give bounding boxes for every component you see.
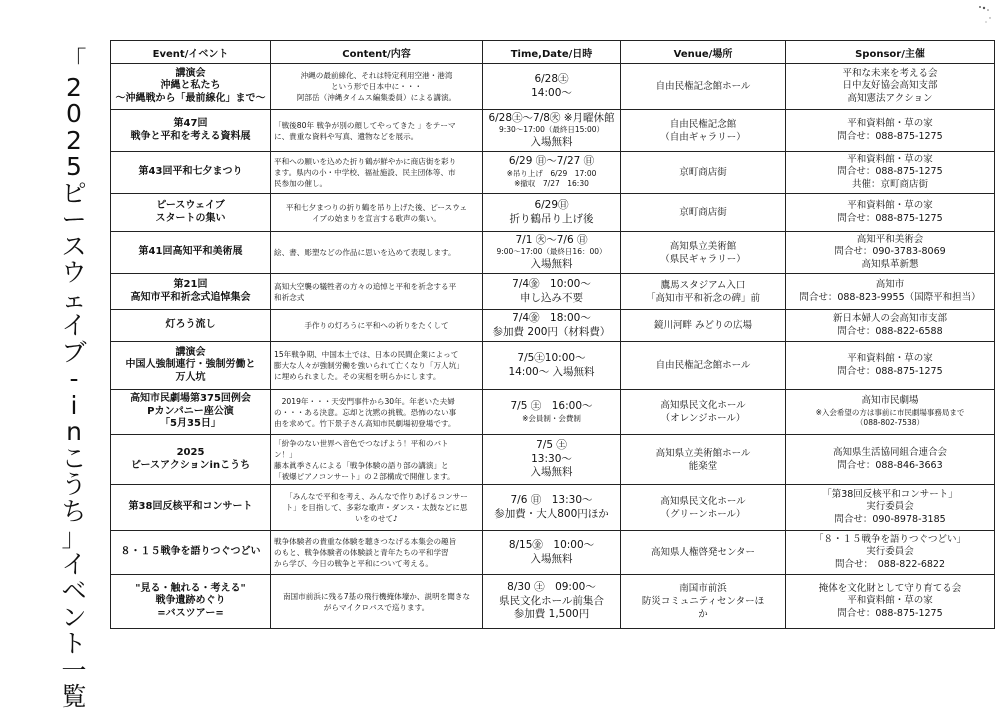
sponsor-cell-line: 高知県生活協同組合連合会 — [832, 447, 947, 458]
sponsor-cell — [786, 531, 995, 575]
time-date-cell-line: 9:00～17:00（最終日16：00） — [496, 247, 607, 257]
title-char: ト — [61, 629, 87, 658]
table-row — [111, 152, 995, 194]
table-row — [111, 310, 995, 342]
header-venue: Venue/場所 — [621, 41, 786, 64]
sponsor-cell — [786, 110, 995, 152]
event-cell — [111, 152, 271, 194]
sponsor-cell — [786, 274, 995, 310]
sponsor-cell-line: 問合せ：088-846-3663 — [837, 459, 943, 471]
time-date-cell — [483, 435, 621, 485]
event-cell-line: 2025 — [176, 447, 205, 458]
time-date-cell — [483, 152, 621, 194]
venue-cell-line: 南国市前浜 — [679, 583, 727, 594]
sponsor-cell-line: 平和資料館・草の家 — [847, 153, 933, 165]
time-date-cell-line: 7/4㊎ 18:00～ — [512, 312, 591, 324]
sponsor-cell-line: 問合せ：088-875-1275 — [837, 365, 943, 377]
content-cell-line: 絵、書、彫塑などの作品に思いを込めて表現します。 — [274, 248, 456, 257]
content-cell — [271, 274, 483, 310]
sponsor-cell-line: 実行委員会 — [866, 501, 914, 513]
event-cell-line: 第21回 — [173, 279, 208, 290]
event-cell — [111, 110, 271, 152]
sponsor-cell-line: 平和資料館・草の家 — [847, 200, 933, 211]
header-event: Event/イベント — [111, 41, 271, 64]
title-char: ー — [61, 205, 87, 234]
content-cell-line: がらマイクロバスで巡ります。 — [323, 602, 430, 612]
sponsor-cell — [786, 152, 995, 194]
sponsor-cell — [786, 310, 995, 342]
sponsor-cell-line: 問合せ：088-875-1275 — [837, 607, 943, 619]
content-cell-line: に、貴重な資料や写真、遺物などを展示。 — [274, 131, 419, 141]
content-cell-line: イブの始まりを宣言する歌声の集い。 — [312, 213, 441, 223]
venue-cell — [621, 194, 786, 232]
title-char: ピ — [61, 178, 87, 208]
time-date-cell — [483, 310, 621, 342]
time-date-cell-line: 入場無料 — [530, 135, 573, 148]
content-cell — [271, 435, 483, 485]
sponsor-cell-line: 問合せ：090-8978-3185 — [834, 513, 946, 525]
sponsor-cell-line: 新日本婦人の会高知市支部 — [832, 313, 947, 324]
time-date-cell-line: 14:00～ 入場無料 — [508, 365, 595, 378]
content-cell-line: 平和への願いを込めた折り鶴が鮮やかに商店街を彩り — [274, 157, 457, 166]
content-cell-line: 高知大空襲の犠牲者の方々の追悼と平和を祈念する平 — [274, 281, 457, 291]
event-cell-line: 万人坑 — [175, 371, 206, 383]
venue-cell-line: 京町商店街 — [679, 207, 727, 218]
sponsor-cell-line: 問合せ：090-3783-8069 — [834, 246, 946, 258]
time-date-cell — [483, 110, 621, 152]
sponsor-cell-line: 高知県革新懇 — [861, 258, 919, 270]
content-cell-line: 膨大な人々が強制労働を強いられて亡くなり「万人坑」 — [274, 361, 464, 370]
venue-cell — [621, 152, 786, 194]
event-cell-line: 戦争と平和を考える資料展 — [130, 130, 251, 142]
event-cell-line: 「5月35日」 — [160, 418, 221, 430]
title-char: 一 — [61, 655, 87, 685]
sponsor-cell-line: 高知憲法アクション — [847, 92, 933, 104]
content-cell-line: の・・・ある決意。忘却と沈黙の挑戦。恐怖のない事 — [274, 407, 457, 417]
event-cell-line: 第47回 — [173, 118, 208, 129]
sponsor-cell-line: 高知市 — [875, 279, 905, 290]
content-cell-line: 南国市前浜に残る7基の飛行機掩体壕か、説明を聞きな — [282, 591, 471, 601]
content-cell-line: 藤本眞季さんによる「戦争体験の語り部の講演」と — [274, 460, 449, 470]
sponsor-cell-line: 「第38回反核平和コンサート」 — [822, 488, 958, 500]
content-cell-line: 沖縄の最前線化、それは特定利用空港・港湾 — [300, 71, 453, 80]
content-cell-line: ト」を目指して、多彩な歌声・ダンス・太鼓などに思 — [285, 503, 468, 512]
event-cell-line: 灯ろう流し — [165, 319, 216, 331]
time-date-cell — [483, 232, 621, 274]
event-cell-line: "見る・触れる・考える" — [135, 582, 246, 594]
table-row — [111, 110, 995, 152]
sponsor-cell-line: 問合せ：088-875-1275 — [837, 212, 943, 224]
venue-cell-line: （グリーンホール） — [660, 508, 746, 520]
time-date-cell-line: 8/15㊎ 10:00～ — [508, 539, 595, 551]
event-cell-line: ピースアクションinこうち — [130, 459, 251, 471]
venue-cell — [621, 390, 786, 435]
sponsor-cell — [786, 64, 995, 110]
venue-cell-line: （オレンジホール） — [660, 413, 746, 424]
venue-cell-line: 高知県民文化ホール — [660, 400, 746, 411]
venue-cell — [621, 342, 786, 390]
title-char: i — [70, 390, 78, 420]
venue-cell — [621, 64, 786, 110]
header-time-date: Time,Date/日時 — [483, 41, 621, 64]
sponsor-cell-line: 平和資料館・草の家 — [847, 353, 933, 364]
time-date-cell-line: ※吊り上げ 6/29 17:00 — [506, 168, 597, 178]
sponsor-cell — [786, 342, 995, 390]
event-cell — [111, 194, 271, 232]
event-cell — [111, 485, 271, 531]
event-cell-line: 第43回平和七夕まつり — [138, 166, 243, 178]
event-cell-line: =バスツアー= — [157, 607, 224, 619]
header-content: Content/内容 — [271, 41, 483, 64]
sponsor-cell-line: 実行委員会 — [866, 546, 914, 558]
time-date-cell-line: 申し込み不要 — [520, 291, 583, 304]
table-row — [111, 575, 995, 629]
venue-cell-line: 自由民権記念館 — [669, 118, 737, 130]
sponsor-cell — [786, 575, 995, 629]
time-date-cell — [483, 390, 621, 435]
table-header-row — [111, 41, 995, 64]
sponsor-cell-line: 問合せ：088-823-9955（国際平和担当） — [799, 291, 981, 303]
event-cell-line: ～沖縄戦から「最前線化」まで～ — [115, 92, 266, 104]
title-char: こ — [61, 443, 87, 473]
event-schedule-table — [110, 40, 995, 629]
table-row — [111, 390, 995, 435]
sponsor-cell-line: ※入会希望の方は事前に市民劇場事務局まで — [815, 407, 965, 417]
event-cell — [111, 342, 271, 390]
event-cell-line: 高知市平和祈念式追悼集会 — [130, 291, 251, 303]
venue-cell-line: 高知県人権啓発センター — [650, 547, 756, 558]
time-date-cell-line: 7/5㊏10:00～ — [517, 352, 586, 364]
table-row — [111, 485, 995, 531]
event-cell-line: スタートの集い — [155, 212, 226, 224]
content-cell — [271, 110, 483, 152]
venue-cell-line: 高知県民文化ホール — [660, 495, 746, 507]
sponsor-cell-line: （088-802-7538） — [855, 418, 925, 428]
content-cell — [271, 485, 483, 531]
sponsor-cell-line: 共催：京町商店街 — [851, 178, 928, 190]
time-date-cell-line: 参加費 1,500円 — [513, 608, 590, 621]
event-cell-line: Pカンパニー座公演 — [147, 405, 234, 417]
sponsor-cell-line: 問合せ：088-875-1275 — [837, 130, 943, 142]
event-cell — [111, 64, 271, 110]
content-cell — [271, 390, 483, 435]
content-cell-line: 民参加の催し。 — [274, 179, 328, 188]
title-char: ウ — [61, 258, 87, 287]
title-char: う — [61, 470, 87, 499]
event-cell-line: 戦争遺跡めぐり — [155, 595, 226, 607]
content-cell-line: ます。県内の小・中学校、福祉施設、民主団体等、市 — [274, 168, 456, 177]
title-char: 2 — [66, 125, 82, 155]
time-date-cell-line: 6/28㊏～7/8㊋ ※月曜休館 — [488, 111, 615, 124]
content-cell-line: 和祈念式 — [274, 292, 305, 302]
venue-cell — [621, 531, 786, 575]
time-date-cell-line: 7/1 ㊋～7/6 ㊐ — [515, 233, 588, 246]
time-date-cell-line: ※撤収 7/27 16:30 — [514, 179, 589, 189]
table-row — [111, 274, 995, 310]
title-char: - — [69, 364, 79, 393]
time-date-cell-line: 7/5 ㊏ — [536, 439, 567, 452]
title-char: ス — [61, 231, 87, 261]
sponsor-cell — [786, 232, 995, 274]
sponsor-cell-line: 平和な未来を考える会 — [842, 67, 938, 79]
venue-cell-line: か — [698, 609, 708, 620]
sponsor-cell-line: 平和資料館・草の家 — [847, 118, 933, 129]
time-date-cell-line: 入場無料 — [530, 257, 573, 270]
title-char: 2 — [66, 72, 82, 102]
scan-mark-decoration — [960, 2, 994, 28]
time-date-cell-line: 入場無料 — [530, 466, 573, 479]
venue-cell — [621, 232, 786, 274]
venue-cell-line: 高知県立美術館 — [669, 240, 737, 252]
venue-cell — [621, 110, 786, 152]
time-date-cell-line: 7/4㊎ 10:00～ — [512, 278, 591, 290]
content-cell — [271, 232, 483, 274]
sponsor-cell — [786, 435, 995, 485]
title-char: 5 — [66, 152, 82, 181]
event-cell-line: 第41回高知平和美術展 — [138, 246, 243, 258]
table-row — [111, 435, 995, 485]
content-cell-line: 戦争体験者の貴重な体験を聴きつなげる本集会の趣旨 — [274, 537, 457, 546]
venue-cell — [621, 310, 786, 342]
title-char: ン — [61, 602, 87, 632]
venue-cell-line: （自由ギャラリー） — [660, 131, 746, 143]
venue-cell — [621, 485, 786, 531]
event-cell-line: 中国人強制連行・強制労働と — [125, 359, 256, 371]
event-cell-line: 沖縄と私たち — [160, 80, 221, 92]
event-cell — [111, 274, 271, 310]
time-date-cell-line: 6/29㊐ — [534, 199, 569, 211]
venue-cell-line: （県民ギャラリー） — [660, 253, 746, 265]
time-date-cell — [483, 531, 621, 575]
title-char: ベ — [61, 576, 87, 605]
title-char: 覧 — [61, 682, 87, 711]
sponsor-cell-line: 問合せ：088-822-6588 — [837, 325, 943, 337]
content-cell-line: いをのせて♪ — [355, 514, 398, 523]
content-cell — [271, 152, 483, 194]
venue-cell-line: 防災コミュニティセンターほ — [641, 596, 765, 607]
event-cell — [111, 435, 271, 485]
venue-cell — [621, 575, 786, 629]
sponsor-cell — [786, 390, 995, 435]
time-date-cell-line: 13:30～ — [531, 452, 572, 465]
venue-cell-line: 鷹馬スタジアム入口 — [660, 279, 746, 291]
content-cell — [271, 342, 483, 390]
sponsor-cell-line: 平和資料館・草の家 — [847, 595, 933, 607]
content-cell-line: 「被爆ピアノコンサート」の２部構成で開催します。 — [274, 471, 455, 481]
table-row — [111, 232, 995, 274]
time-date-cell — [483, 575, 621, 629]
time-date-cell-line: 折り鶴吊り上げ後 — [509, 212, 594, 225]
content-cell-line: 手作りの灯ろうに平和への祈りをたくして — [304, 321, 449, 330]
event-cell-line: 第38回反核平和コンサート — [128, 501, 253, 513]
venue-cell-line: 「高知市平和祈念の碑」前 — [645, 292, 760, 304]
time-date-cell-line: 6/28㊏ — [534, 73, 569, 85]
table-row — [111, 342, 995, 390]
event-cell — [111, 310, 271, 342]
time-date-cell — [483, 342, 621, 390]
event-cell — [111, 232, 271, 274]
event-cell-line: ８・１５戦争を語りつぐつどい — [120, 546, 261, 558]
content-cell-line: 15年戦争期、中国本土では、日本の民間企業によって — [274, 350, 459, 359]
time-date-cell — [483, 274, 621, 310]
content-cell — [271, 575, 483, 629]
content-cell — [271, 194, 483, 232]
event-cell-line: 講演会 — [175, 346, 206, 358]
content-cell — [271, 531, 483, 575]
title-char: イ — [61, 311, 87, 340]
event-cell-line: 高知市民劇場第375回例会 — [130, 393, 251, 405]
table-row — [111, 64, 995, 110]
content-cell-line: から学び、今日の戦争と平和について考える。 — [274, 559, 434, 568]
content-cell — [271, 310, 483, 342]
venue-cell — [621, 435, 786, 485]
title-char: n — [66, 417, 82, 446]
time-date-cell-line: 14:00～ — [531, 86, 572, 99]
sponsor-cell-line: 問合せ：088-875-1275 — [837, 166, 943, 178]
venue-cell-line: 鏡川河畔 みどりの広場 — [653, 320, 753, 331]
sponsor-cell-line: 問合せ： 088-822-6822 — [834, 558, 946, 570]
content-cell-line: 由を求めて。竹下景子さん高知市民劇場初登場です。 — [274, 418, 456, 428]
content-cell — [271, 64, 483, 110]
event-cell-line: ピースウェイブ — [156, 200, 225, 211]
sponsor-cell — [786, 194, 995, 232]
content-cell-line: 阿部岳（沖縄タイムス編集委員）による講演。 — [296, 93, 457, 102]
time-date-cell — [483, 485, 621, 531]
title-char: 0 — [66, 99, 82, 128]
header-sponsor: Sponsor/主催 — [786, 41, 995, 64]
time-date-cell-line: 県民文化ホール前集合 — [499, 594, 604, 607]
content-cell-line: に埋められました。その実相を明らかにします。 — [274, 372, 441, 381]
content-cell-line: 「戦後80年 戦争が別の顔してやってきた 」をテーマ — [274, 120, 456, 130]
content-cell-line: のもと、戦争体験者の体験談と青年たちの平和学習 — [274, 548, 449, 557]
title-char: ェ — [61, 284, 87, 314]
venue-cell-line: 自由民権記念館ホール — [655, 360, 751, 371]
content-cell-line: 平和七夕まつりの折り鶴を吊り上げた後、ピースウェ — [285, 202, 468, 212]
sponsor-cell-line: 掩体を文化財として守り育てる会 — [818, 582, 962, 594]
content-cell-line: ン！」 — [274, 449, 297, 459]
sponsor-cell-line: 日中友好協会高知支部 — [842, 80, 938, 92]
event-cell-line: 講演会 — [175, 67, 206, 79]
time-date-cell-line: 7/6 ㊐ 13:30～ — [510, 494, 593, 506]
time-date-cell-line: 6/29 ㊐～7/27 ㊐ — [508, 155, 595, 168]
content-cell-line: 2019年・・・天安門事件から30年。年老いた夫婦 — [274, 396, 455, 406]
title-char: 「 — [61, 46, 87, 75]
content-cell-line: という形で日本中に・・・ — [330, 82, 423, 91]
time-date-cell-line: ※会員制・会費制 — [522, 413, 581, 423]
time-date-cell-line: 7/5 ㊏ 16:00～ — [510, 400, 593, 412]
venue-cell-line: 京町商店街 — [679, 167, 727, 178]
time-date-cell-line: 参加費・大人800円ほか — [494, 507, 609, 520]
sponsor-cell-line: 高知市民劇場 — [861, 395, 919, 407]
time-date-cell-line: 9:30～17:00（最終日15:00） — [498, 125, 605, 135]
event-cell — [111, 575, 271, 629]
venue-cell-line: 能楽堂 — [688, 460, 718, 472]
title-char: イ — [61, 549, 87, 579]
title-char: ち — [61, 496, 87, 526]
venue-cell-line: 自由民権記念館ホール — [655, 81, 751, 92]
sponsor-cell-line: 高知平和美術会 — [856, 233, 924, 245]
content-cell-line: 「みんなで平和を考え、みんなで作りあげるコンサー — [285, 492, 468, 501]
time-date-cell — [483, 194, 621, 232]
event-cell — [111, 390, 271, 435]
vertical-page-title — [56, 48, 92, 711]
table-row — [111, 531, 995, 575]
time-date-cell-line: 参加費 200円（材料費） — [492, 325, 611, 338]
table-row — [111, 194, 995, 232]
time-date-cell-line: 8/30 ㊏ 09:00～ — [507, 581, 596, 594]
sponsor-cell-line: 「８・１５戦争を語りつぐつどい」 — [813, 533, 966, 545]
time-date-cell — [483, 64, 621, 110]
title-char: ブ — [61, 337, 87, 367]
event-cell — [111, 531, 271, 575]
title-char: 」 — [61, 523, 87, 552]
time-date-cell-line: 入場無料 — [530, 552, 573, 565]
venue-cell-line: 高知県立美術館ホール — [655, 447, 751, 459]
content-cell-line: 「紛争のない世界へ音色でつなげよう！平和のバト — [274, 438, 449, 448]
sponsor-cell — [786, 485, 995, 531]
venue-cell — [621, 274, 786, 310]
